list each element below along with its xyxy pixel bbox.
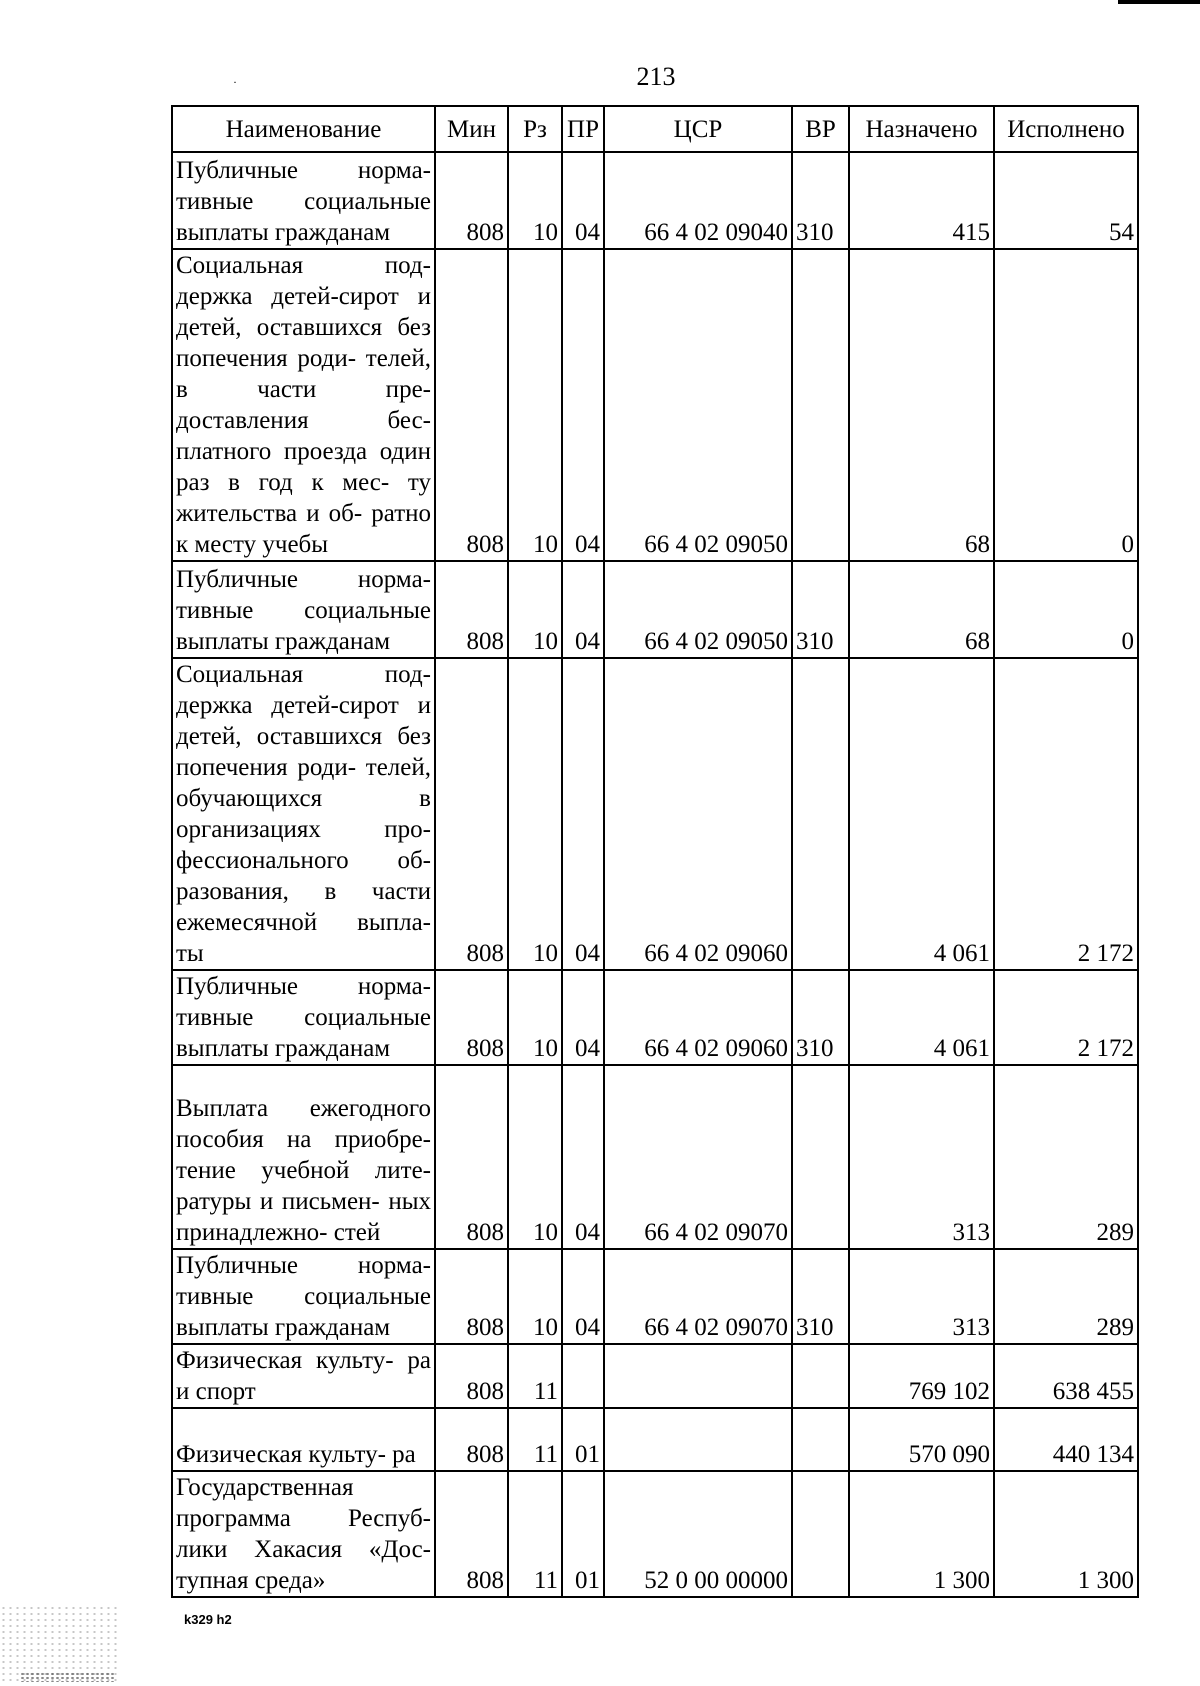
row-pr: 04 <box>562 970 604 1065</box>
row-executed: 289 <box>994 1065 1138 1249</box>
header-pr: ПР <box>562 106 604 152</box>
scan-speck: · <box>233 75 237 89</box>
row-executed: 440 134 <box>994 1408 1138 1471</box>
row-vr <box>792 1344 849 1408</box>
row-name: Социальная под- держка детей-сирот и детей, оставшихся без попечения роди- телей, в части пре- доставления бес- платного проезда один раз в год к мес- ту жительства и об- ратно к месту учебы <box>172 249 435 561</box>
row-rz: 11 <box>508 1344 562 1408</box>
row-csr <box>604 1408 792 1471</box>
row-rz: 11 <box>508 1408 562 1471</box>
row-pr: 04 <box>562 658 604 970</box>
row-pr: 04 <box>562 249 604 561</box>
row-vr <box>792 1408 849 1471</box>
header-name: Наименование <box>172 106 435 152</box>
row-vr <box>792 1471 849 1597</box>
row-min: 808 <box>435 1471 508 1597</box>
row-csr: 66 4 02 09050 <box>604 249 792 561</box>
row-vr: 310 <box>792 970 849 1065</box>
row-pr <box>562 1344 604 1408</box>
row-csr: 52 0 00 00000 <box>604 1471 792 1597</box>
row-min: 808 <box>435 970 508 1065</box>
row-rz: 10 <box>508 249 562 561</box>
row-csr: 66 4 02 09070 <box>604 1065 792 1249</box>
row-vr: 310 <box>792 561 849 658</box>
row-pr: 04 <box>562 561 604 658</box>
table-row <box>172 658 1138 970</box>
row-executed: 0 <box>994 561 1138 658</box>
row-rz: 11 <box>508 1471 562 1597</box>
table-row <box>172 1249 1138 1344</box>
row-min: 808 <box>435 658 508 970</box>
row-rz: 10 <box>508 1065 562 1249</box>
row-pr: 04 <box>562 1249 604 1344</box>
row-rz: 10 <box>508 970 562 1065</box>
table-row <box>172 249 1138 561</box>
table-row <box>172 1471 1138 1597</box>
row-assigned: 68 <box>849 249 994 561</box>
row-name: Публичные норма- тивные социальные выплаты гражданам <box>172 152 435 249</box>
row-name: Публичные норма- тивные социальные выплаты гражданам <box>172 970 435 1065</box>
row-pr: 01 <box>562 1408 604 1471</box>
row-name: Социальная под- держка детей-сирот и детей, оставшихся без попечения роди- телей, обучающихся в организациях про- фессионального об- разования, в части ежемесячной выпла- ты <box>172 658 435 970</box>
row-min: 808 <box>435 249 508 561</box>
row-name: Физическая культу- ра и спорт <box>172 1344 435 1408</box>
row-vr <box>792 658 849 970</box>
scan-edge-line <box>1118 0 1200 4</box>
row-rz: 10 <box>508 658 562 970</box>
table-row <box>172 561 1138 658</box>
row-csr: 66 4 02 09040 <box>604 152 792 249</box>
row-executed: 2 172 <box>994 970 1138 1065</box>
budget-table <box>171 105 1139 1598</box>
row-executed: 638 455 <box>994 1344 1138 1408</box>
table-row <box>172 152 1138 249</box>
header-min: Мин <box>435 106 508 152</box>
table-row <box>172 1344 1138 1408</box>
row-csr: 66 4 02 09060 <box>604 970 792 1065</box>
row-executed: 1 300 <box>994 1471 1138 1597</box>
row-pr: 01 <box>562 1471 604 1597</box>
header-executed: Исполнено <box>994 106 1138 152</box>
row-rz: 10 <box>508 152 562 249</box>
row-min: 808 <box>435 1249 508 1344</box>
header-rz: Рз <box>508 106 562 152</box>
row-name: Публичные норма- тивные социальные выплаты гражданам <box>172 1249 435 1344</box>
row-min: 808 <box>435 152 508 249</box>
footer-code: k329 h2 <box>184 1612 232 1627</box>
row-executed: 2 172 <box>994 658 1138 970</box>
row-assigned: 313 <box>849 1249 994 1344</box>
row-pr: 04 <box>562 152 604 249</box>
row-rz: 10 <box>508 561 562 658</box>
row-csr: 66 4 02 09050 <box>604 561 792 658</box>
row-executed: 54 <box>994 152 1138 249</box>
table-row <box>172 970 1138 1065</box>
header-csr: ЦСР <box>604 106 792 152</box>
table-row <box>172 1408 1138 1471</box>
row-vr: 310 <box>792 1249 849 1344</box>
scan-noise <box>20 1672 116 1682</box>
row-min: 808 <box>435 1344 508 1408</box>
header-vr: ВР <box>792 106 849 152</box>
row-assigned: 570 090 <box>849 1408 994 1471</box>
row-executed: 289 <box>994 1249 1138 1344</box>
row-vr: 310 <box>792 152 849 249</box>
row-rz: 10 <box>508 1249 562 1344</box>
row-assigned: 313 <box>849 1065 994 1249</box>
row-csr: 66 4 02 09070 <box>604 1249 792 1344</box>
row-csr: 66 4 02 09060 <box>604 658 792 970</box>
row-executed: 0 <box>994 249 1138 561</box>
row-name: Выплата ежегодного пособия на приобре- тение учебной лите- ратуры и письмен- ных принадлежно- стей <box>172 1065 435 1249</box>
row-name: Государственная программа Респуб- лики Хакасия «Дос- тупная среда» <box>172 1471 435 1597</box>
row-assigned: 4 061 <box>849 658 994 970</box>
row-assigned: 769 102 <box>849 1344 994 1408</box>
row-assigned: 415 <box>849 152 994 249</box>
row-vr <box>792 249 849 561</box>
page-number: 213 <box>636 62 676 91</box>
row-assigned: 1 300 <box>849 1471 994 1597</box>
row-min: 808 <box>435 1408 508 1471</box>
row-name: Физическая культу- ра <box>172 1408 435 1471</box>
row-assigned: 4 061 <box>849 970 994 1065</box>
row-name: Публичные норма- тивные социальные выплаты гражданам <box>172 561 435 658</box>
row-pr: 04 <box>562 1065 604 1249</box>
row-min: 808 <box>435 561 508 658</box>
table-row <box>172 1065 1138 1249</box>
table-header-row <box>172 106 1138 152</box>
row-min: 808 <box>435 1065 508 1249</box>
header-assigned: Назначено <box>849 106 994 152</box>
row-assigned: 68 <box>849 561 994 658</box>
row-vr <box>792 1065 849 1249</box>
row-csr <box>604 1344 792 1408</box>
